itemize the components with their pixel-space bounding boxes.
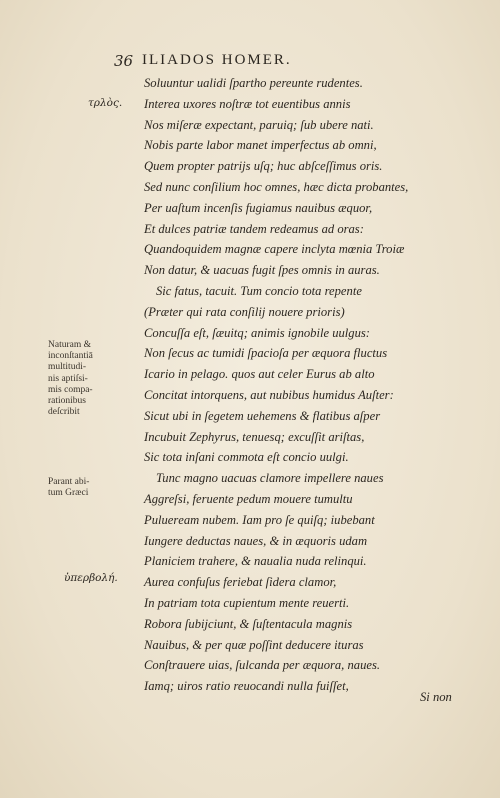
- verse-line: Et dulces patriæ tandem redeamus ad oras:: [144, 221, 364, 236]
- verse-line: Aggreſsi, feruente pedum mouere tumultu: [144, 491, 353, 506]
- margin-note-line: deſcribit: [48, 407, 80, 418]
- verse-line: Quandoquidem magnæ capere inclyta mœnia Troiæ: [144, 242, 405, 257]
- margin-greek-note-1: τρλὸς.: [88, 97, 123, 109]
- verse-line: Puluerеam nubem. Iam pro ſe quiſq; iubebant: [144, 512, 375, 527]
- margin-note-line: rationibus: [48, 396, 86, 407]
- margin-note-line: multitudi-: [48, 362, 86, 373]
- page-number: 36: [114, 52, 134, 70]
- verse-line: Iamq; uiros ratio reuocandi nulla fuiſſet,: [144, 679, 349, 694]
- verse-line: Sic fatus, tacuit. Tum concio tota repente: [156, 283, 362, 298]
- verse-line: Robora ſubijciunt, & ſuſtentacula magnis: [144, 616, 353, 631]
- verse-line: In patriam tota cupientum mente reuerti.: [144, 595, 350, 610]
- running-head: ILIADOS HOMER.: [142, 52, 292, 68]
- verse-line: Tunc magno uacuas clamore impellere naues: [156, 471, 384, 486]
- verse-line: Nobis parte labor manet imperfectus ab omni,: [144, 138, 377, 153]
- verse-line: Aurea confuſus feriebat ſidera clamor,: [144, 575, 337, 590]
- verse-line: Sed nunc conſilium hoc omnes, hæc dicta probantes,: [144, 179, 409, 194]
- margin-note-line: nis aptiſsi-: [48, 373, 88, 384]
- margin-note-line: Naturam &: [48, 340, 92, 350]
- catchword: Si non: [420, 690, 452, 704]
- verse-line: Incubuit Zephyrus, tenuesq; excuſſit ariſtas,: [144, 429, 365, 444]
- verse-line: Interea uxores noſtræ tot euentibus annis: [144, 96, 351, 111]
- verse-line: Conſtrauere uias, ſulcanda per æquora, naues.: [144, 658, 381, 673]
- verse-line: Sicut ubi in ſegetem uehemens & flatibus aſper: [144, 408, 381, 423]
- verse-line: Concuſſa eſt, ſæuitq; animis ignobile uulgus:: [144, 325, 370, 340]
- margin-note-line: tum Græci: [48, 488, 89, 499]
- verse-line: Non ſecus ac tumidi ſpacioſa per æquora fluctus: [144, 346, 388, 361]
- margin-greek-note-2: ὑπερβολή.: [64, 572, 118, 584]
- verse-line: Sic tota inſani commota eſt concio uulgi.: [144, 450, 349, 465]
- verse-block: [144, 73, 484, 697]
- verse-line: Iungere deductas naues, & in æquoris udam: [144, 533, 368, 548]
- margin-note-departure: [48, 477, 89, 499]
- margin-note-nature: [48, 340, 93, 418]
- margin-note-line: inconſtantiā: [48, 351, 93, 362]
- verse-line: Per uaſtum incenſis fugiamus nauibus æquor,: [144, 200, 373, 215]
- margin-note-line: Parant abi-: [48, 477, 90, 487]
- verse-line: Soluuntur ualidi ſpartho pereunte rudentes.: [144, 76, 363, 90]
- verse-line: Icario in pelago. quos aut celer Eurus ab alto: [144, 367, 375, 382]
- margin-note-line: mis compa-: [48, 384, 93, 395]
- verse-line: Planiciem trahere, & naualia nuda relinqui.: [144, 554, 367, 569]
- verse-line: Concitat intorquens, aut nubibus humidus Auſter:: [144, 387, 394, 402]
- verse-line: (Præter qui rata conſilij nouere prioris): [144, 304, 345, 319]
- verse-line: Nos miſeræ expectant, paruiq; ſub ubere nati.: [144, 117, 374, 132]
- verse-line: Non datur, & uacuas fugit ſpes omnis in auras.: [144, 263, 380, 278]
- verse-line: Quem propter patrijs uſq; huc abſceſſimus oris.: [144, 159, 383, 174]
- verse-line: Nauibus, & per quæ poſſint deducere ituras: [144, 637, 364, 652]
- page-header: [114, 52, 444, 74]
